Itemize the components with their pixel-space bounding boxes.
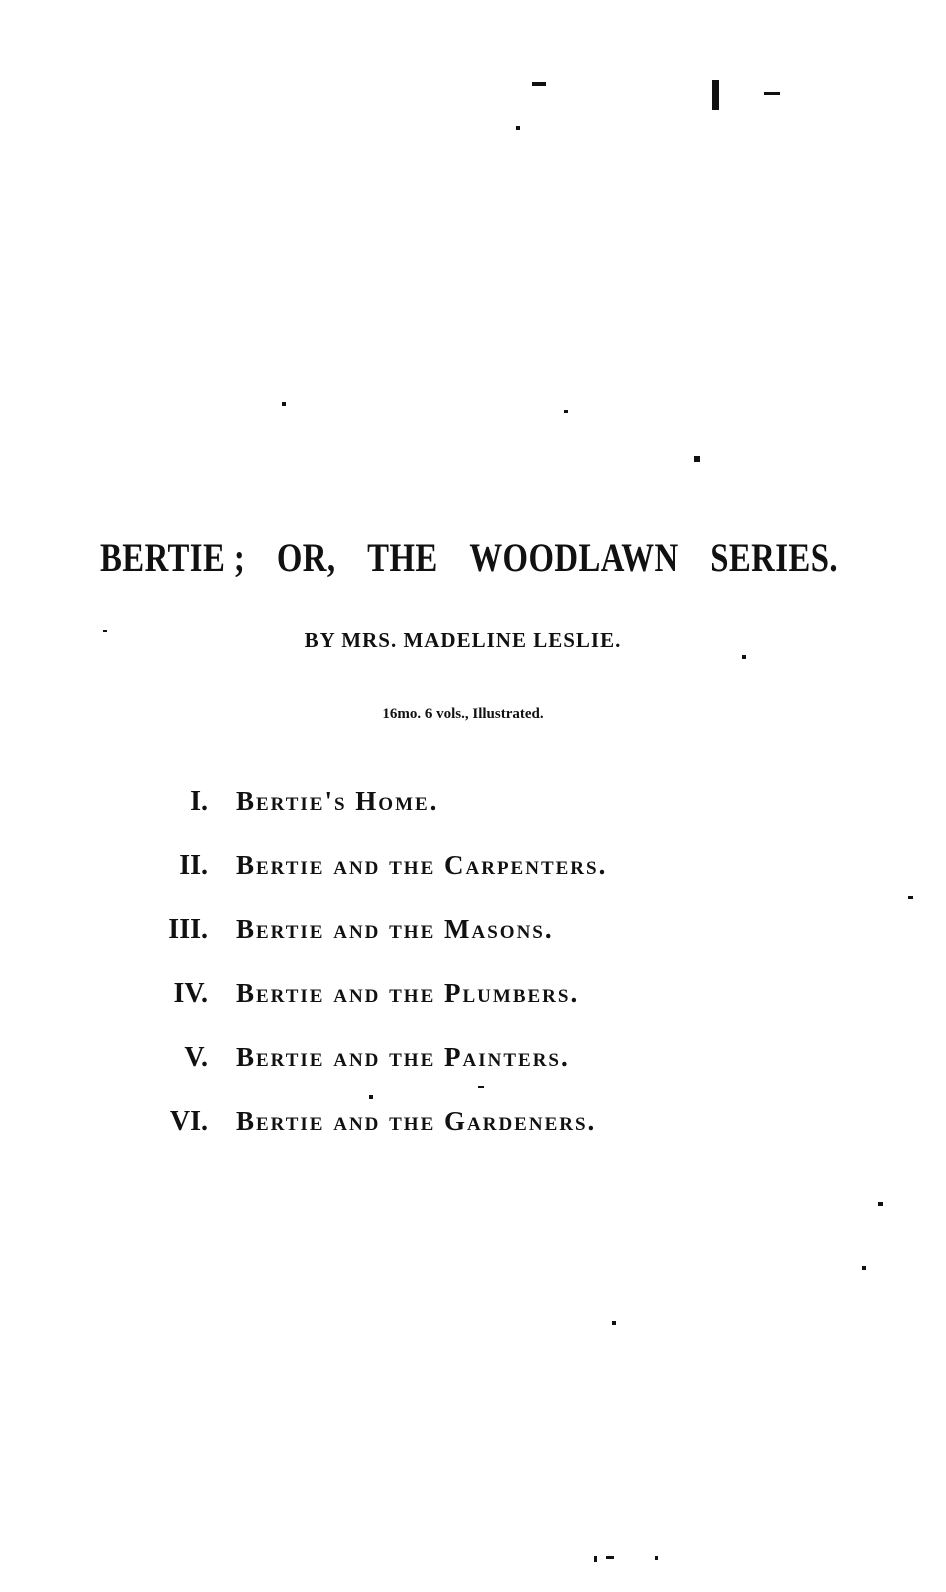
volume-item [140,1042,780,1106]
scan-speck [878,1202,883,1206]
author-line: BY MRS. MADELINE LESLIE. [304,628,622,652]
volume-item [140,786,780,850]
volume-title: Bertie and the Painters. [236,1042,570,1072]
series-title-word: THE [367,535,438,580]
scan-speck [694,456,700,462]
scan-speck [606,1556,614,1559]
scan-speck [908,896,913,899]
volume-numeral: II. [179,850,208,881]
scan-speck [516,126,520,130]
volume-list [140,786,780,1170]
volume-title: Bertie and the Masons. [236,914,554,944]
volume-title: Bertie and the Gardeners. [236,1106,597,1136]
scan-speck [594,1556,597,1562]
volume-numeral: IV. [173,978,208,1009]
series-title-word: SERIES. [710,535,838,580]
volume-item [140,914,780,978]
volume-item [140,978,780,1042]
scan-speck [612,1321,616,1325]
format-line: 16mo. 6 vols., Illustrated. [382,706,544,722]
volume-numeral: III. [168,914,208,945]
series-title-word: WOODLAWN [469,535,679,580]
volume-numeral: V. [184,1042,208,1073]
series-title [100,534,838,581]
scan-speck [282,402,286,406]
scan-speck [862,1266,866,1270]
series-title-word: BERTIE ; [100,535,246,580]
volume-title: Bertie's Home. [236,786,439,816]
scan-speck [764,92,780,95]
scan-speck [532,82,546,86]
scan-speck [564,410,568,413]
scan-speck [742,655,746,659]
volume-numeral: VI. [169,1106,208,1137]
volume-title: Bertie and the Plumbers. [236,978,580,1008]
scan-speck [655,1556,658,1560]
volume-title: Bertie and the Carpenters. [236,850,608,880]
volume-numeral: I. [190,786,208,817]
volume-item [140,850,780,914]
series-title-word: OR, [276,535,336,580]
scan-speck [712,80,719,110]
volume-item [140,1106,780,1170]
